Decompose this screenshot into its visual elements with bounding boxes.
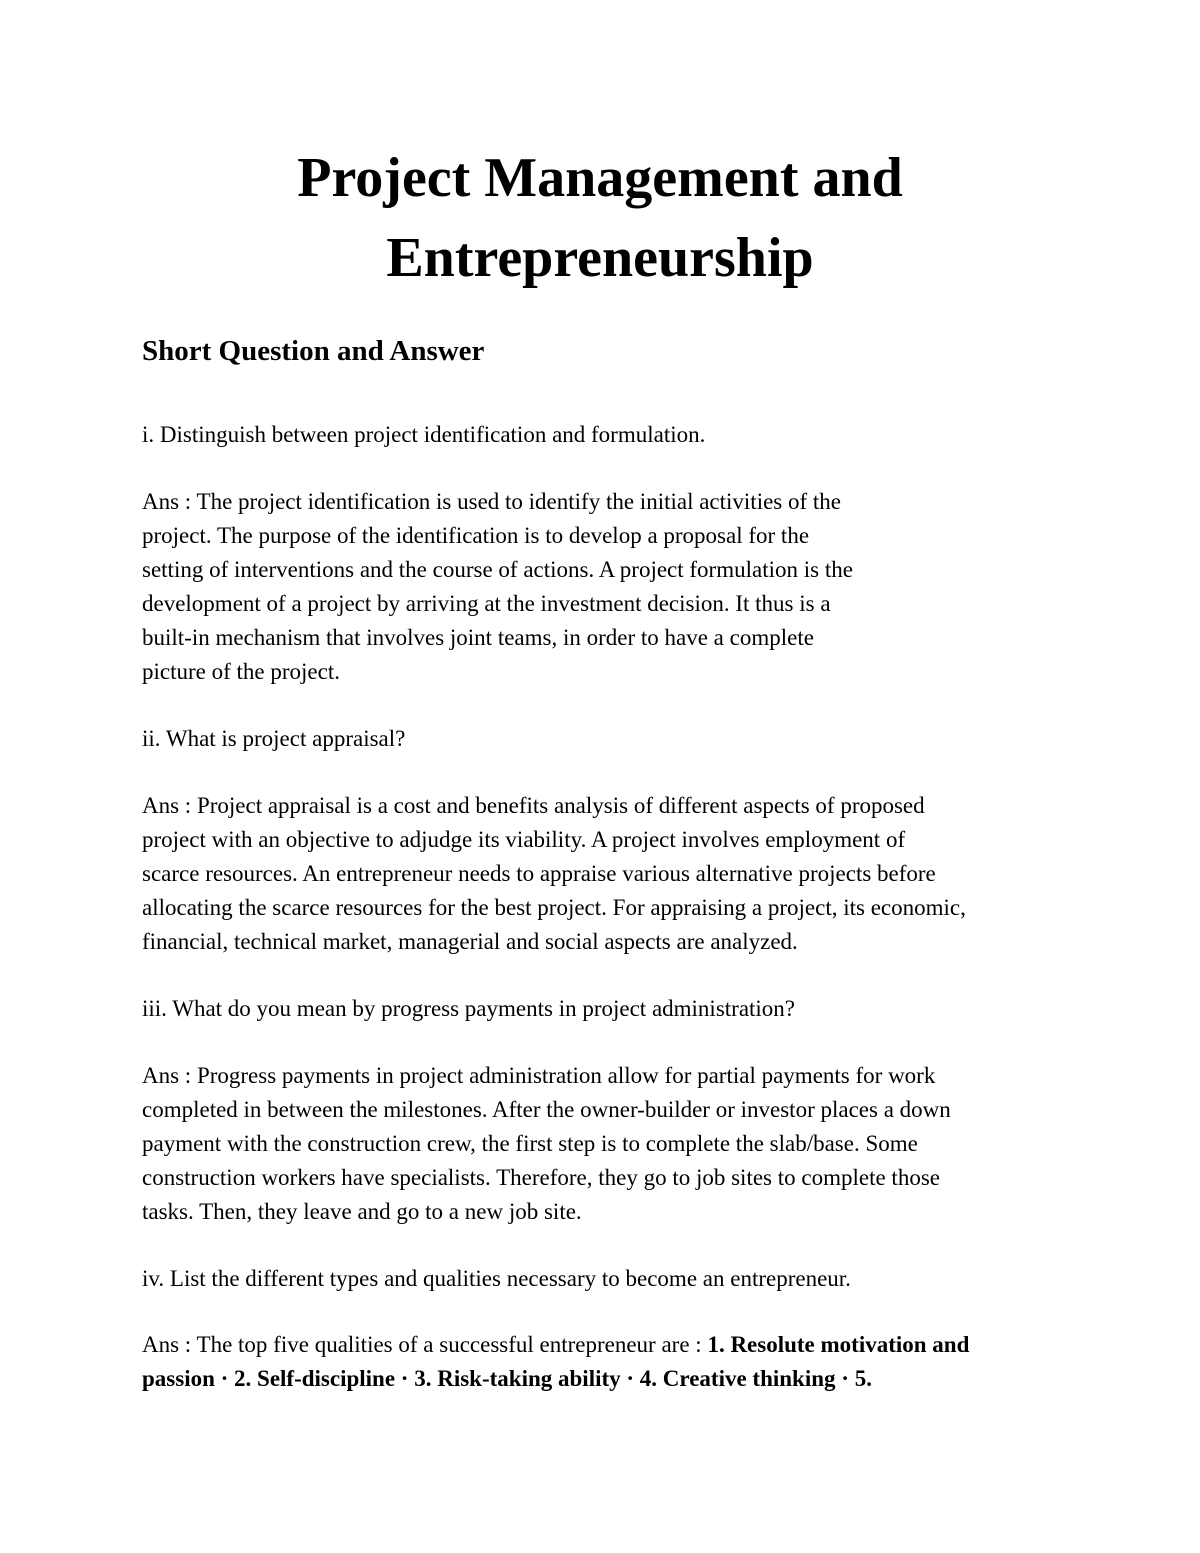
question-2-text: ii. What is project appraisal? xyxy=(142,726,406,751)
answer-3 xyxy=(142,1059,1082,1229)
answer-4 xyxy=(142,1328,1082,1396)
question-4-text: iv. List the different types and qualities necessary to become an entrepreneur. xyxy=(142,1266,851,1291)
answer-2-line: financial, technical market, managerial and social aspects are analyzed. xyxy=(142,929,798,954)
question-2 xyxy=(142,722,1082,756)
answer-2-line: project with an objective to adjudge its viability. A project involves employment of xyxy=(142,827,906,852)
answer-2-line: scarce resources. An entrepreneur needs to appraise various alternative projects before xyxy=(142,861,936,886)
question-4 xyxy=(142,1262,1082,1296)
question-1-text: i. Distinguish between project identification and formulation. xyxy=(142,422,706,447)
answer-4-qualities-list: passion · 2. Self-discipline · 3. Risk-taking ability · 4. Creative thinking · 5. xyxy=(142,1366,872,1391)
answer-1-line: project. The purpose of the identification is to develop a proposal for the xyxy=(142,523,810,548)
answer-1-line: Ans : The project identification is used to identify the initial activities of the xyxy=(142,489,841,514)
answer-4-intro: Ans : The top five qualities of a successful entrepreneur are : xyxy=(142,1332,708,1357)
answer-1-line: setting of interventions and the course of actions. A project formulation is the xyxy=(142,557,853,582)
question-3-text: iii. What do you mean by progress payments in project administration? xyxy=(142,996,796,1021)
answer-1-line: picture of the project. xyxy=(142,659,340,684)
section-heading: Short Question and Answer xyxy=(142,335,485,367)
answer-1 xyxy=(142,485,1082,689)
answer-3-line: Ans : Progress payments in project administration allow for partial payments for work xyxy=(142,1063,936,1088)
question-3 xyxy=(142,992,1082,1026)
document-title-line-2: Entrepreneurship xyxy=(386,227,814,289)
document-title-line-1: Project Management and xyxy=(297,147,903,209)
answer-4-qualities-start: 1. Resolute motivation and xyxy=(707,1332,970,1357)
answer-2-line: allocating the scarce resources for the best project. For appraising a project, its economic, xyxy=(142,895,966,920)
answer-3-line: tasks. Then, they leave and go to a new job site. xyxy=(142,1199,582,1224)
answer-4-line-1 xyxy=(142,1328,1082,1362)
answer-3-line: completed in between the milestones. After the owner-builder or investor places a down xyxy=(142,1097,951,1122)
answer-1-line: development of a project by arriving at the investment decision. It thus is a xyxy=(142,591,831,616)
question-1 xyxy=(142,418,1082,452)
answer-1-line: built-in mechanism that involves joint teams, in order to have a complete xyxy=(142,625,814,650)
answer-3-line: payment with the construction crew, the first step is to complete the slab/base. Some xyxy=(142,1131,918,1156)
answer-2-line: Ans : Project appraisal is a cost and benefits analysis of different aspects of proposed xyxy=(142,793,925,818)
answer-3-line: construction workers have specialists. Therefore, they go to job sites to complete those xyxy=(142,1165,940,1190)
answer-2 xyxy=(142,789,1082,959)
